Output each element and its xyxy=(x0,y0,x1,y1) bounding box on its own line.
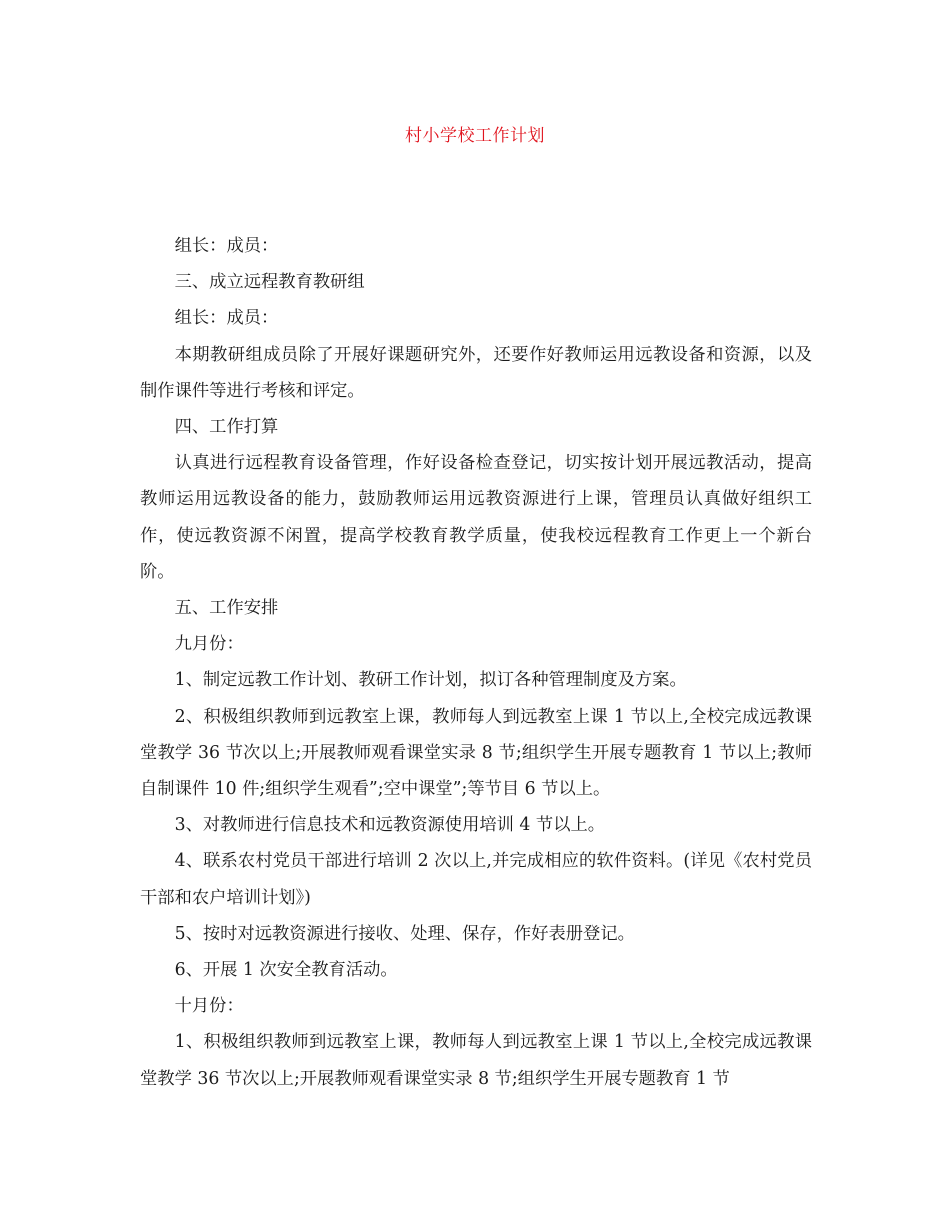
paragraph-october-heading: 十月份： xyxy=(174,996,244,1017)
paragraph-work-plan: 认真进行远程教育设备管理，作好设备检查登记，切实按计划开展远教活动，提高教师运用远教设备的能力，鼓励教师运用远教资源进行上课，管理员认真做好组织工作，使远教资源不闲置，提高学校教育教学质量，使我校远程教育工作更上一个新台阶。 xyxy=(140,453,812,582)
paragraph-leader-members-2: 组长：成员： xyxy=(174,308,279,329)
paragraph-september-heading: 九月份： xyxy=(174,634,244,655)
paragraph-section-four-heading: 四、工作打算 xyxy=(174,417,279,438)
paragraph-section-five-heading: 五、工作安排 xyxy=(174,598,279,619)
paragraph-research-group: 本期教研组成员除了开展好课题研究外，还要作好教师运用远教设备和资源，以及制作课件等进行考核和评定。 xyxy=(140,344,812,401)
paragraph-september-item-5: 5、按时对远教资源进行接收、处理、保存，作好表册登记。 xyxy=(174,923,635,944)
paragraph-september-item-6: 6、开展 1 次安全教育活动。 xyxy=(174,960,398,981)
paragraph-section-three-heading: 三、成立远程教育教研组 xyxy=(174,272,365,293)
document-body xyxy=(140,228,812,1097)
paragraph-october-item-1: 1、积极组织教师到远教室上课，教师每人到远教室上课 1 节以上,全校完成远教课堂教学 36 节次以上;开展教师观看课堂实录 8 节;组织学生开展专题教育 1 节 xyxy=(140,1032,812,1089)
paragraph-september-item-3: 3、对教师进行信息技术和远教资源使用培训 4 节以上。 xyxy=(174,815,606,836)
paragraph-leader-members-1: 组长：成员： xyxy=(174,236,279,256)
paragraph-september-item-4: 4、联系农村党员干部进行培训 2 次以上,并完成相应的软件资料。(详见《农村党员干部和农户培训计划》) xyxy=(140,851,812,908)
document-title: 村小学校工作计划 xyxy=(405,126,545,146)
paragraph-september-item-2: 2、积极组织教师到远教室上课，教师每人到远教室上课 1 节以上,全校完成远教课堂教学 36 节次以上;开展教师观看课堂实录 8 节;组织学生开展专题教育 1 节以上;教师自制课件 10 件;组织学生观看”;空中课堂”;等节目 6 节以上。 xyxy=(140,706,812,800)
paragraph-september-item-1: 1、制定远教工作计划、教研工作计划，拟订各种管理制度及方案。 xyxy=(174,670,687,691)
